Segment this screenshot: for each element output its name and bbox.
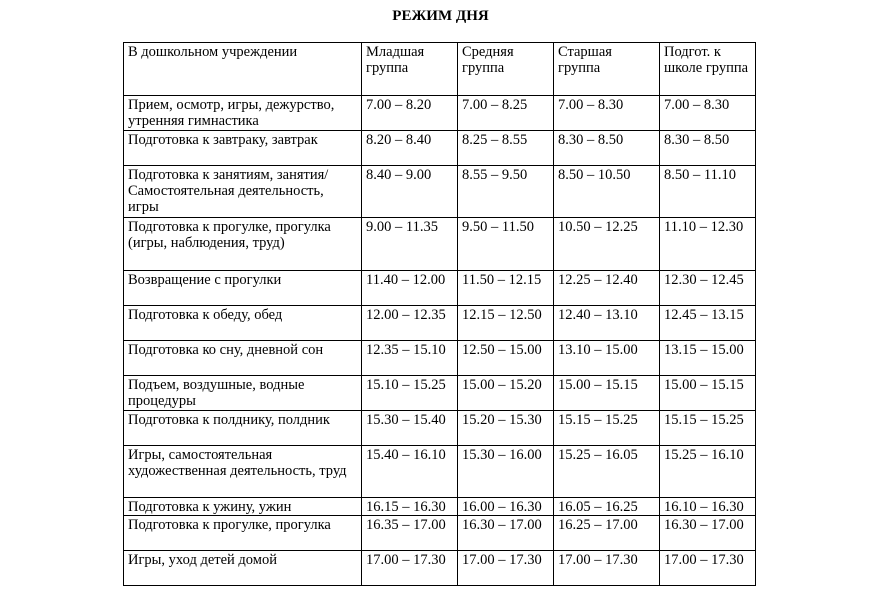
table-row xyxy=(124,306,756,341)
table-row xyxy=(124,516,756,551)
activity-cell: Возвращение с прогулки xyxy=(124,271,362,306)
time-cell: 17.00 – 17.30 xyxy=(362,551,458,586)
table-row xyxy=(124,376,756,411)
schedule-body xyxy=(124,96,756,586)
time-cell: 16.05 – 16.25 xyxy=(554,498,660,516)
activity-cell: Подготовка к ужину, ужин xyxy=(124,498,362,516)
time-cell: 17.00 – 17.30 xyxy=(554,551,660,586)
table-row xyxy=(124,411,756,446)
time-cell: 15.15 – 15.25 xyxy=(660,411,756,446)
time-cell: 8.50 – 10.50 xyxy=(554,166,660,218)
header-cell-institution: В дошкольном учреждении xyxy=(124,43,362,96)
time-cell: 12.35 – 15.10 xyxy=(362,341,458,376)
time-cell: 12.15 – 12.50 xyxy=(458,306,554,341)
time-cell: 8.25 – 8.55 xyxy=(458,131,554,166)
time-cell: 15.30 – 16.00 xyxy=(458,446,554,498)
time-cell: 7.00 – 8.30 xyxy=(554,96,660,131)
time-cell: 12.50 – 15.00 xyxy=(458,341,554,376)
time-cell: 16.15 – 16.30 xyxy=(362,498,458,516)
time-cell: 15.40 – 16.10 xyxy=(362,446,458,498)
header-cell-senior: Старшая группа xyxy=(554,43,660,96)
table-row xyxy=(124,551,756,586)
table-row xyxy=(124,498,756,516)
table-row xyxy=(124,341,756,376)
time-cell: 8.20 – 8.40 xyxy=(362,131,458,166)
activity-cell: Игры, уход детей домой xyxy=(124,551,362,586)
time-cell: 15.15 – 15.25 xyxy=(554,411,660,446)
schedule-table xyxy=(123,42,756,586)
activity-cell: Подготовка к прогулке, прогулка (игры, наблюдения, труд) xyxy=(124,218,362,271)
time-cell: 12.45 – 13.15 xyxy=(660,306,756,341)
time-cell: 8.30 – 8.50 xyxy=(660,131,756,166)
time-cell: 15.10 – 15.25 xyxy=(362,376,458,411)
activity-cell: Подготовка к полднику, полдник xyxy=(124,411,362,446)
time-cell: 15.25 – 16.10 xyxy=(660,446,756,498)
time-cell: 13.15 – 15.00 xyxy=(660,341,756,376)
header-cell-middle: Средняя группа xyxy=(458,43,554,96)
time-cell: 16.35 – 17.00 xyxy=(362,516,458,551)
time-cell: 9.00 – 11.35 xyxy=(362,218,458,271)
activity-cell: Подготовка к обеду, обед xyxy=(124,306,362,341)
time-cell: 16.00 – 16.30 xyxy=(458,498,554,516)
time-cell: 12.25 – 12.40 xyxy=(554,271,660,306)
activity-cell: Подготовка к прогулке, прогулка xyxy=(124,516,362,551)
time-cell: 7.00 – 8.20 xyxy=(362,96,458,131)
time-cell: 8.50 – 11.10 xyxy=(660,166,756,218)
time-cell: 15.30 – 15.40 xyxy=(362,411,458,446)
activity-cell: Подготовка к занятиям, занятия/ Самостоятельная деятельность, игры xyxy=(124,166,362,218)
time-cell: 11.10 – 12.30 xyxy=(660,218,756,271)
time-cell: 11.40 – 12.00 xyxy=(362,271,458,306)
time-cell: 7.00 – 8.25 xyxy=(458,96,554,131)
time-cell: 10.50 – 12.25 xyxy=(554,218,660,271)
time-cell: 15.00 – 15.20 xyxy=(458,376,554,411)
time-cell: 17.00 – 17.30 xyxy=(660,551,756,586)
time-cell: 12.40 – 13.10 xyxy=(554,306,660,341)
table-row xyxy=(124,131,756,166)
time-cell: 8.30 – 8.50 xyxy=(554,131,660,166)
header-row xyxy=(124,43,756,96)
time-cell: 16.30 – 17.00 xyxy=(458,516,554,551)
time-cell: 9.50 – 11.50 xyxy=(458,218,554,271)
time-cell: 16.25 – 17.00 xyxy=(554,516,660,551)
table-row xyxy=(124,96,756,131)
page-title: РЕЖИМ ДНЯ xyxy=(392,8,489,24)
time-cell: 15.00 – 15.15 xyxy=(660,376,756,411)
time-cell: 11.50 – 12.15 xyxy=(458,271,554,306)
time-cell: 15.25 – 16.05 xyxy=(554,446,660,498)
header-cell-junior: Младшая группа xyxy=(362,43,458,96)
time-cell: 16.10 – 16.30 xyxy=(660,498,756,516)
time-cell: 16.30 – 17.00 xyxy=(660,516,756,551)
table-row xyxy=(124,166,756,218)
table-row xyxy=(124,218,756,271)
time-cell: 17.00 – 17.30 xyxy=(458,551,554,586)
time-cell: 15.20 – 15.30 xyxy=(458,411,554,446)
activity-cell: Подготовка к завтраку, завтрак xyxy=(124,131,362,166)
header-cell-preschool: Подгот. к школе группа xyxy=(660,43,756,96)
time-cell: 7.00 – 8.30 xyxy=(660,96,756,131)
activity-cell: Подъем, воздушные, водные процедуры xyxy=(124,376,362,411)
time-cell: 13.10 – 15.00 xyxy=(554,341,660,376)
time-cell: 12.30 – 12.45 xyxy=(660,271,756,306)
time-cell: 8.40 – 9.00 xyxy=(362,166,458,218)
time-cell: 15.00 – 15.15 xyxy=(554,376,660,411)
time-cell: 8.55 – 9.50 xyxy=(458,166,554,218)
table-row xyxy=(124,271,756,306)
time-cell: 12.00 – 12.35 xyxy=(362,306,458,341)
activity-cell: Подготовка ко сну, дневной сон xyxy=(124,341,362,376)
table-row xyxy=(124,446,756,498)
activity-cell: Игры, самостоятельная художественная деятельность, труд xyxy=(124,446,362,498)
activity-cell: Прием, осмотр, игры, дежурство, утренняя гимнастика xyxy=(124,96,362,131)
